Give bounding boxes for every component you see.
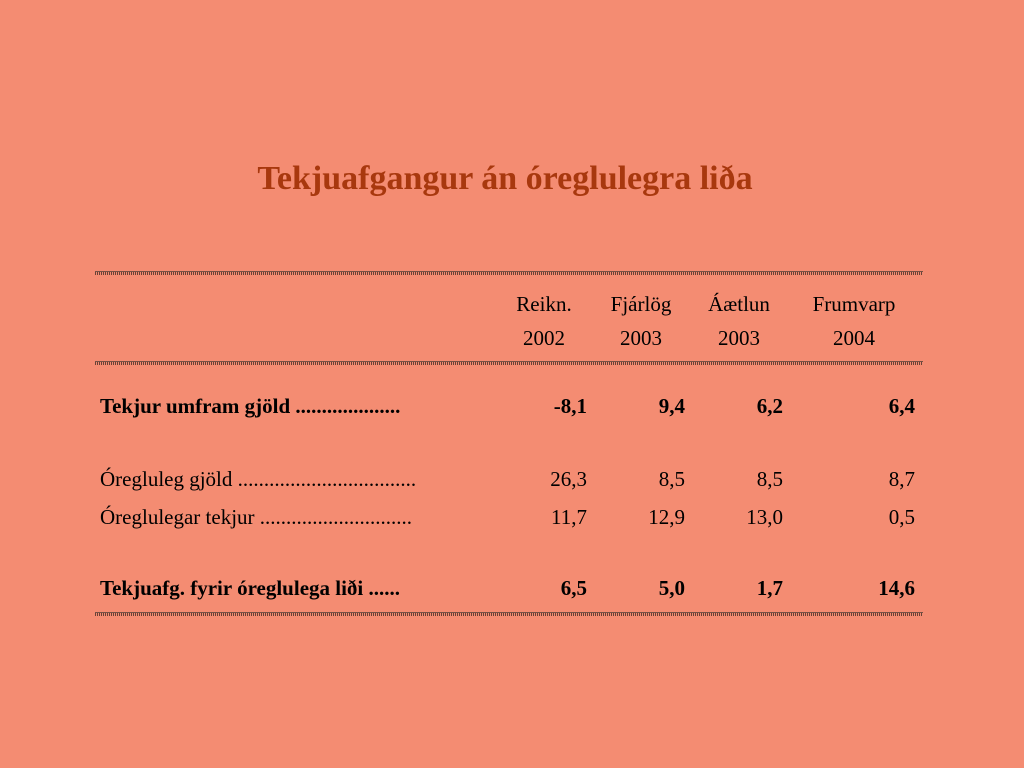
row-label: Tekjur umfram gjöld .................... [100, 394, 401, 418]
table-cell: 12,9 [648, 505, 685, 529]
table-cell: 26,3 [550, 467, 587, 491]
table-cell: 6,4 [888, 394, 915, 418]
table-bottom-rule [95, 612, 923, 616]
page-title: Tekjuafgangur án óreglulegra liða [257, 160, 753, 197]
table-cell: 6,5 [560, 576, 587, 600]
table-cell: 9,4 [658, 394, 685, 418]
column-header-line2: 2003 [620, 326, 662, 350]
table-cell: 8,5 [658, 467, 685, 491]
column-header-line1: Reikn. [516, 292, 572, 316]
table-cell: 13,0 [746, 505, 783, 529]
row-label: Óregluleg gjöld .................................. [100, 467, 417, 491]
row-label: Óreglulegar tekjur ............................. [100, 505, 413, 529]
table-cell: 1,7 [756, 576, 783, 600]
table-cell: 11,7 [551, 505, 587, 529]
table-cell: 14,6 [878, 576, 915, 600]
column-header-line1: Fjárlög [610, 292, 672, 316]
table-cell: -8,1 [553, 394, 587, 418]
table-top-rule [95, 271, 923, 275]
column-header-line1: Áætlun [708, 292, 770, 316]
table-cell: 0,5 [888, 505, 915, 529]
table-cell: 5,0 [658, 576, 685, 600]
table-header-rule [95, 361, 923, 365]
column-header-line1: Frumvarp [812, 292, 896, 316]
table-cell: 6,2 [756, 394, 783, 418]
row-label: Tekjuafg. fyrir óreglulega liði ...... [100, 576, 401, 600]
column-header-line2: 2002 [523, 326, 565, 350]
table-cell: 8,7 [888, 467, 915, 491]
table-cell: 8,5 [756, 467, 783, 491]
column-header-line2: 2003 [718, 326, 760, 350]
column-header-line2: 2004 [833, 326, 875, 350]
